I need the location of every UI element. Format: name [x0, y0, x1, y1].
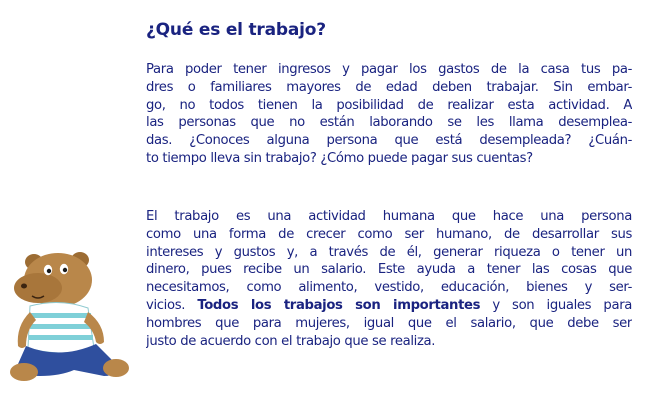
paragraph-line: go, no todos tienen la posibilidad de realizar esta actividad. A: [146, 97, 632, 113]
text-segment: y son iguales para: [492, 297, 632, 313]
paragraph-line: necesitamos, como alimento, vestido, educación, bienes y ser-: [146, 280, 632, 296]
paragraph-line: El trabajo es una actividad humana que hace una persona: [146, 209, 632, 224]
paragraph-line: intereses y gustos y, a través de él, generar riqueza o tener un: [146, 244, 632, 260]
mascot-nostril: [21, 284, 27, 289]
paragraph-line: dinero, pues recibe un salario. Este ayuda a tener las cosas que: [146, 262, 632, 278]
paragraph-line: Para poder tener ingresos y pagar los gastos de la casa tus pa-: [146, 62, 632, 77]
paragraph-line: das. ¿Conoces alguna persona que está desempleada? ¿Cuán-: [146, 133, 632, 149]
paragraph-intro: [146, 61, 632, 168]
paragraph-definition: [146, 208, 632, 350]
page-title: ¿Qué es el trabajo?: [146, 20, 326, 40]
paragraph-line: justo de acuerdo con el trabajo que se realiza.: [146, 333, 436, 349]
mascot-foot-right: [103, 359, 129, 377]
paragraph-line: to tiempo lleva sin trabajo? ¿Cómo puede pagar sus cuentas?: [146, 150, 533, 166]
paragraph-line: hombres que para mujeres, igual que el salario, que debe ser: [146, 315, 632, 331]
paragraph-line: como una forma de crecer como ser humano, de desarrollar sus: [146, 226, 632, 242]
text-segment: vicios.: [146, 297, 186, 313]
paragraph-line: dres o familiares mayores de edad deben trabajar. Sin embar-: [146, 79, 632, 95]
mascot-foot-left: [10, 363, 38, 381]
emphasis-text: Todos los trabajos son importantes: [197, 297, 481, 313]
capybara-mascot-icon: [4, 236, 134, 386]
paragraph-line-emphasis: [146, 297, 632, 315]
paragraph-line: las personas que no están laborando se les llama desemplea-: [146, 115, 632, 131]
